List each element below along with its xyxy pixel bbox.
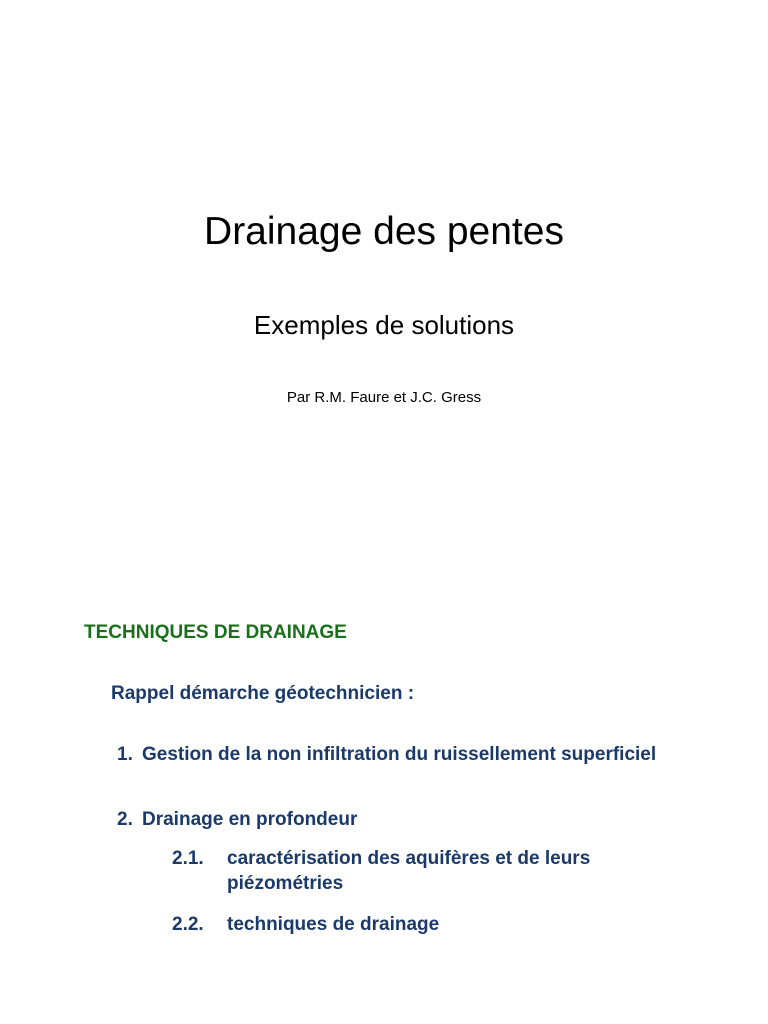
document-title: Drainage des pentes bbox=[204, 210, 564, 253]
list-item-text: techniques de drainage bbox=[227, 914, 440, 935]
section-heading: TECHNIQUES DE DRAINAGE bbox=[84, 622, 347, 643]
list-item-text: Gestion de la non infiltration du ruissellement superficiel bbox=[142, 744, 657, 765]
document-authors: Par R.M. Faure et J.C. Gress bbox=[286, 389, 482, 406]
section-intro: Rappel démarche géotechnicien : bbox=[111, 683, 415, 704]
list-item bbox=[117, 807, 677, 832]
sub-list-item bbox=[172, 846, 692, 896]
list-item-number: 2. bbox=[117, 809, 133, 830]
list-item-number: 2.1. bbox=[172, 848, 204, 869]
list-item-text: caractérisation des aquifères et de leurs piézométries bbox=[227, 848, 591, 894]
list-item-number: 1. bbox=[117, 744, 133, 765]
list-item-number: 2.2. bbox=[172, 914, 204, 935]
sub-list-item bbox=[172, 912, 692, 937]
document-subtitle: Exemples de solutions bbox=[253, 310, 515, 340]
list-item-text: Drainage en profondeur bbox=[142, 809, 358, 830]
list-item bbox=[117, 742, 677, 767]
